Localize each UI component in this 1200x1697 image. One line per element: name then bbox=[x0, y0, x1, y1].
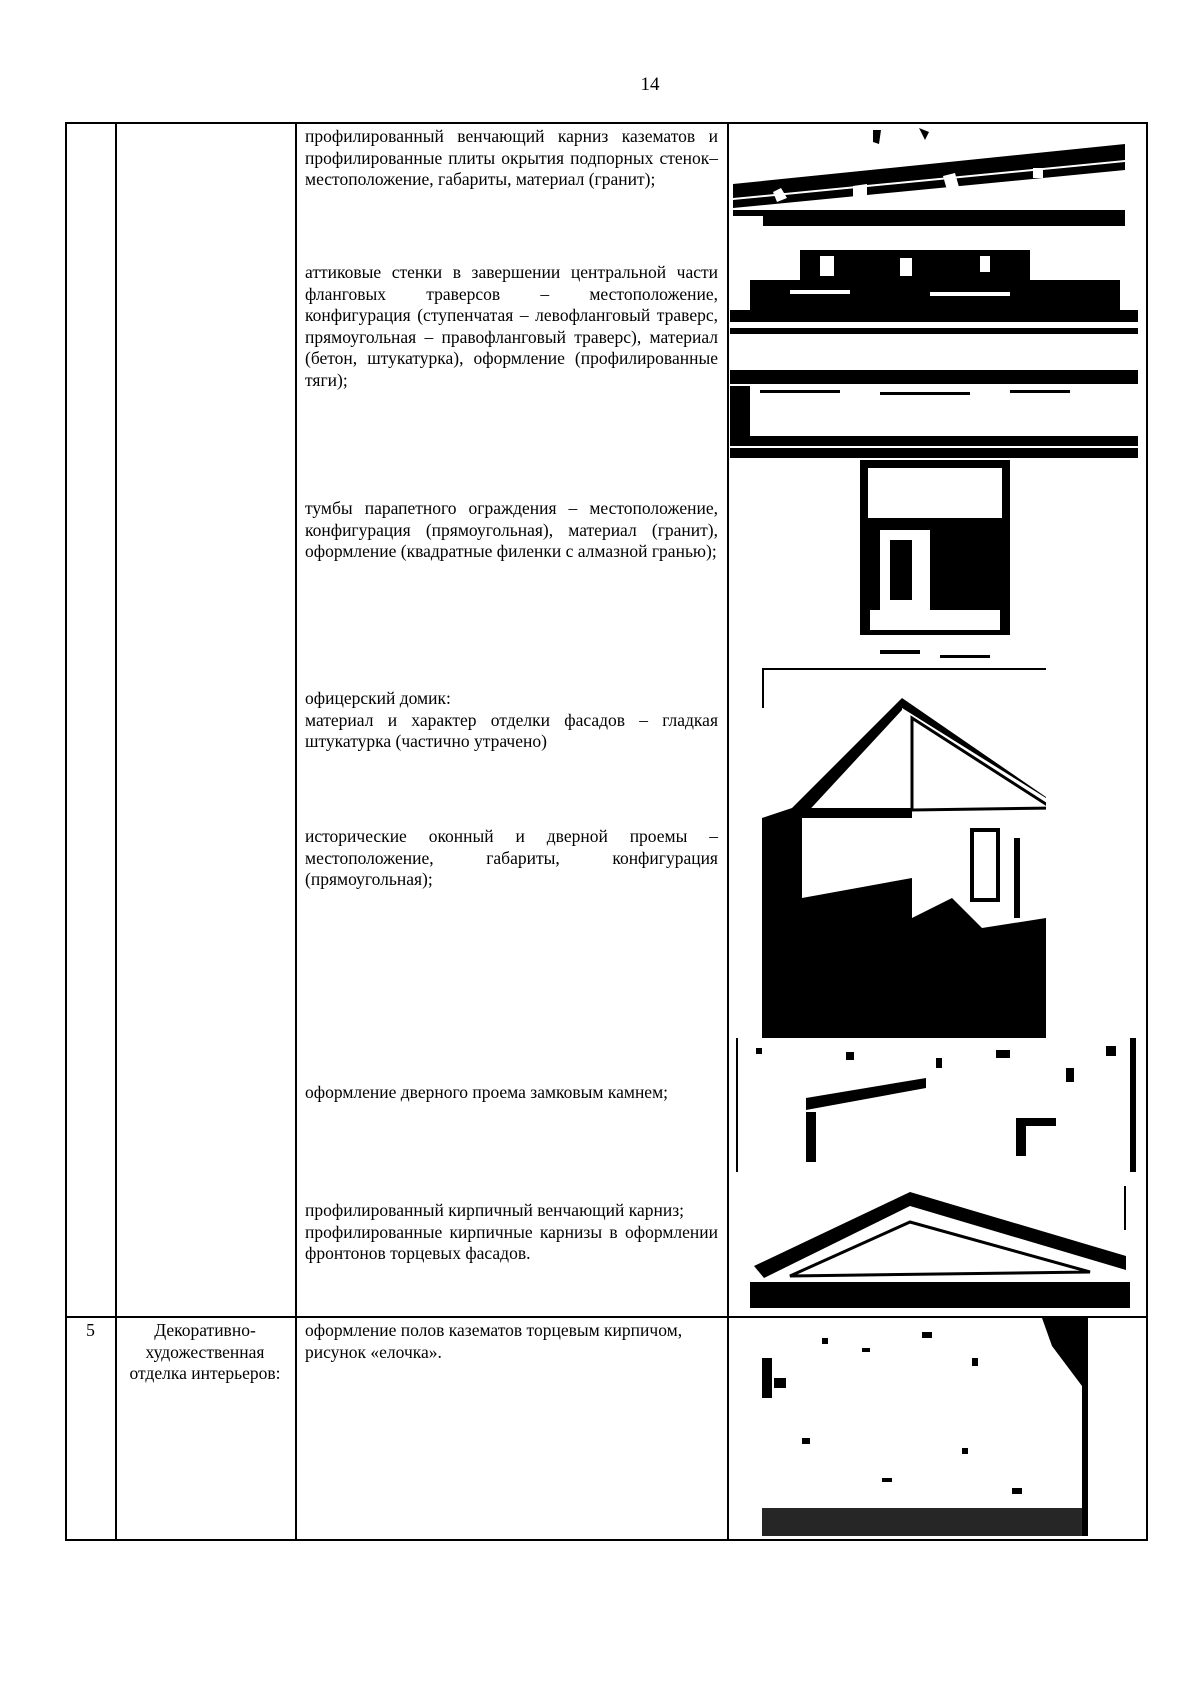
row5-name: Декоративно-художественная отделка интерьеров: bbox=[129, 1320, 281, 1383]
item-cornice: профилированный венчающий карниз казематов и профилированные плиты окрытия подпорных стенок– местоположение, габариты, материал (гранит); bbox=[305, 126, 718, 189]
item-brick-cornice bbox=[305, 1200, 718, 1265]
item-keystone: оформление дверного проема замковым камнем; bbox=[305, 1082, 669, 1102]
photo-brick-cornice bbox=[750, 1186, 1130, 1308]
photo-cornice-edge bbox=[727, 122, 729, 246]
brick-cornice-line: профилированный кирпичный венчающий карниз; bbox=[305, 1200, 684, 1220]
brick-cornices-pediment-line: профилированные кирпичные карнизы в оформлении фронтонов торцевых фасадов. bbox=[305, 1221, 718, 1263]
photo-cornice bbox=[733, 126, 1125, 226]
photo-floor bbox=[762, 1318, 1088, 1536]
item-attic: аттиковые стенки в завершении центральной части фланговых траверсов – местоположение, конфигурация (ступенчатая – левофланговый траверс, прямоугольная – правофланговый траверс), материал (бетон, штукатурка), оформление (профилированные тяги); bbox=[305, 262, 718, 390]
item-pedestals: тумбы парапетного ограждения – местоположение, конфигурация (прямоугольная), материал (гранит), оформление (квадратные филенки с алмазной гранью); bbox=[305, 498, 718, 561]
page-number: 14 bbox=[640, 74, 660, 95]
item-openings: исторические оконный и дверной проемы – местоположение, габариты, конфигурация (прямоугольная); bbox=[305, 826, 718, 889]
row5-text: оформление полов казематов торцевым кирпичом, рисунок «елочка». bbox=[305, 1320, 683, 1362]
photo-pedestal bbox=[860, 460, 1010, 668]
item-officer-house bbox=[305, 688, 718, 753]
officer-house-finish: материал и характер отделки фасадов – гладкая штукатурка (частично утрачено) bbox=[305, 709, 718, 751]
row5-number: 5 bbox=[86, 1320, 95, 1340]
photo-officer-house bbox=[762, 668, 1046, 1038]
photo-attic-right bbox=[730, 370, 1138, 458]
photo-keystone bbox=[736, 1038, 1136, 1172]
officer-house-title: офицерский домик: bbox=[305, 688, 451, 708]
photo-attic-left bbox=[730, 250, 1138, 346]
